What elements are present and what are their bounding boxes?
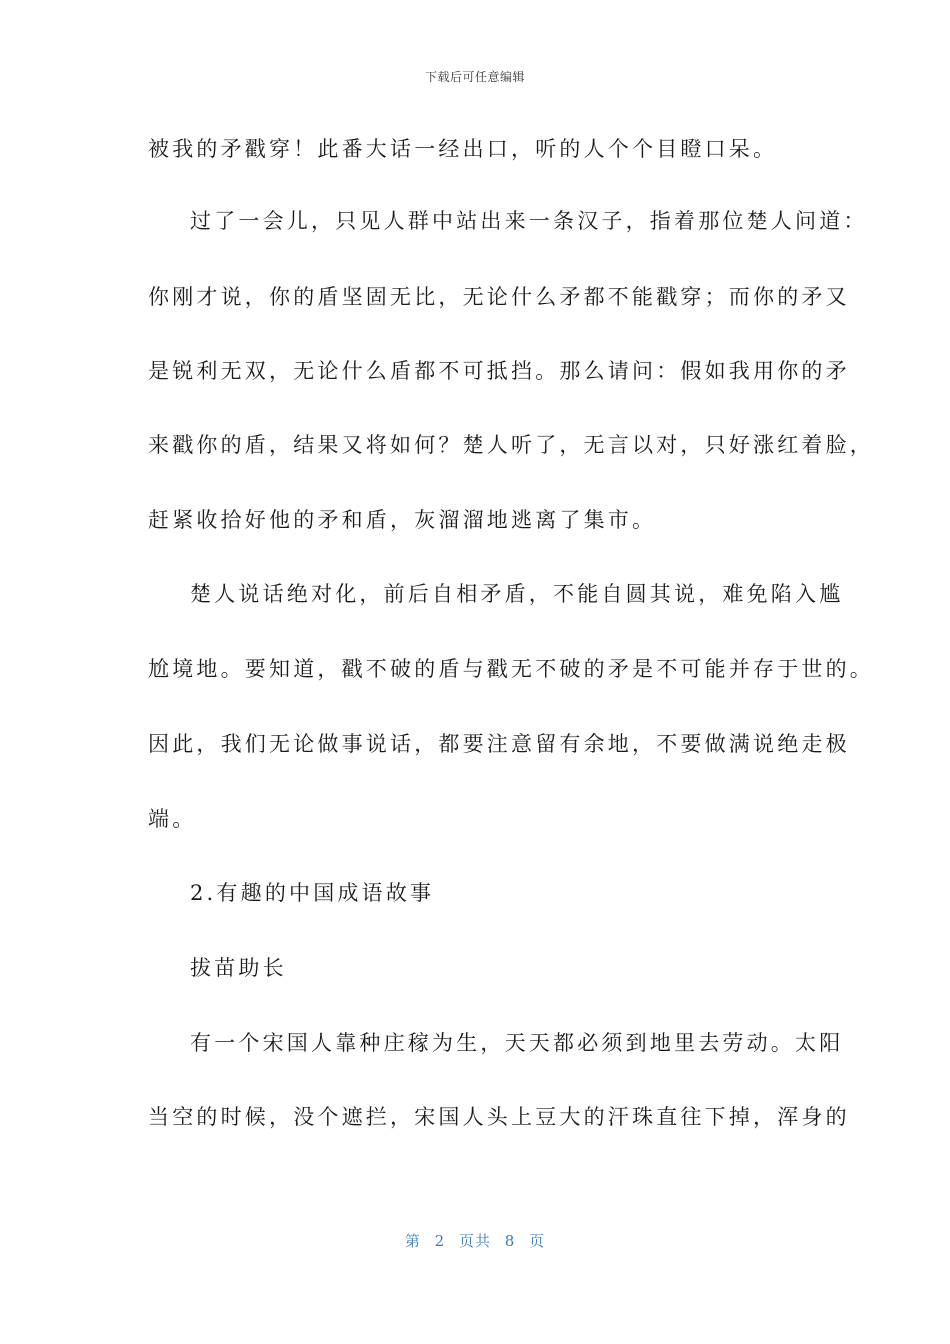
body-line: 赶紧收拾好他的矛和盾，灰溜溜地逃离了集市。 — [148, 508, 657, 532]
body-line: 当空的时候，没个遮拦，宋国人头上豆大的汗珠直往下掉，浑身的 — [148, 1105, 850, 1129]
body-line: 来戳你的盾，结果又将如何？楚人听了，无言以对，只好涨红着脸， — [148, 433, 874, 457]
body-line: 因此，我们无论做事说话，都要注意留有余地，不要做满说绝走极 — [148, 732, 850, 756]
footer-ye-gong: 页共 — [458, 1232, 491, 1250]
footer-page-number: 2 — [434, 1232, 446, 1250]
section-heading: 2.有趣的中国成语故事 — [190, 881, 435, 905]
body-line: 你刚才说，你的盾坚固无比，无论什么矛都不能戳穿；而你的矛又 — [148, 285, 850, 309]
footer-total-pages: 8 — [504, 1232, 516, 1250]
body-line: 过了一会儿，只见人群中站出来一条汉子，指着那位楚人问道： — [190, 209, 868, 233]
body-line: 尬境地。要知道，戳不破的盾与戳无不破的矛是不可能并存于世的。 — [148, 657, 874, 681]
story-title: 拔苗助长 — [190, 956, 287, 980]
body-line: 有一个宋国人靠种庄稼为生，天天都必须到地里去劳动。太阳 — [190, 1031, 844, 1055]
body-line: 是锐利无双，无论什么盾都不可抵挡。那么请问：假如我用你的矛 — [148, 359, 850, 383]
body-line: 楚人说话绝对化，前后自相矛盾，不能自圆其说，难免陷入尴 — [190, 582, 844, 606]
footer-di: 第 — [404, 1232, 421, 1250]
body-line: 被我的矛戳穿！此番大话一经出口，听的人个个目瞪口呆。 — [148, 137, 778, 161]
footer-ye: 页 — [529, 1232, 546, 1250]
body-line: 端。 — [148, 807, 197, 831]
page-header: 下载后可任意编辑 — [424, 70, 525, 84]
page-footer — [0, 1230, 950, 1251]
